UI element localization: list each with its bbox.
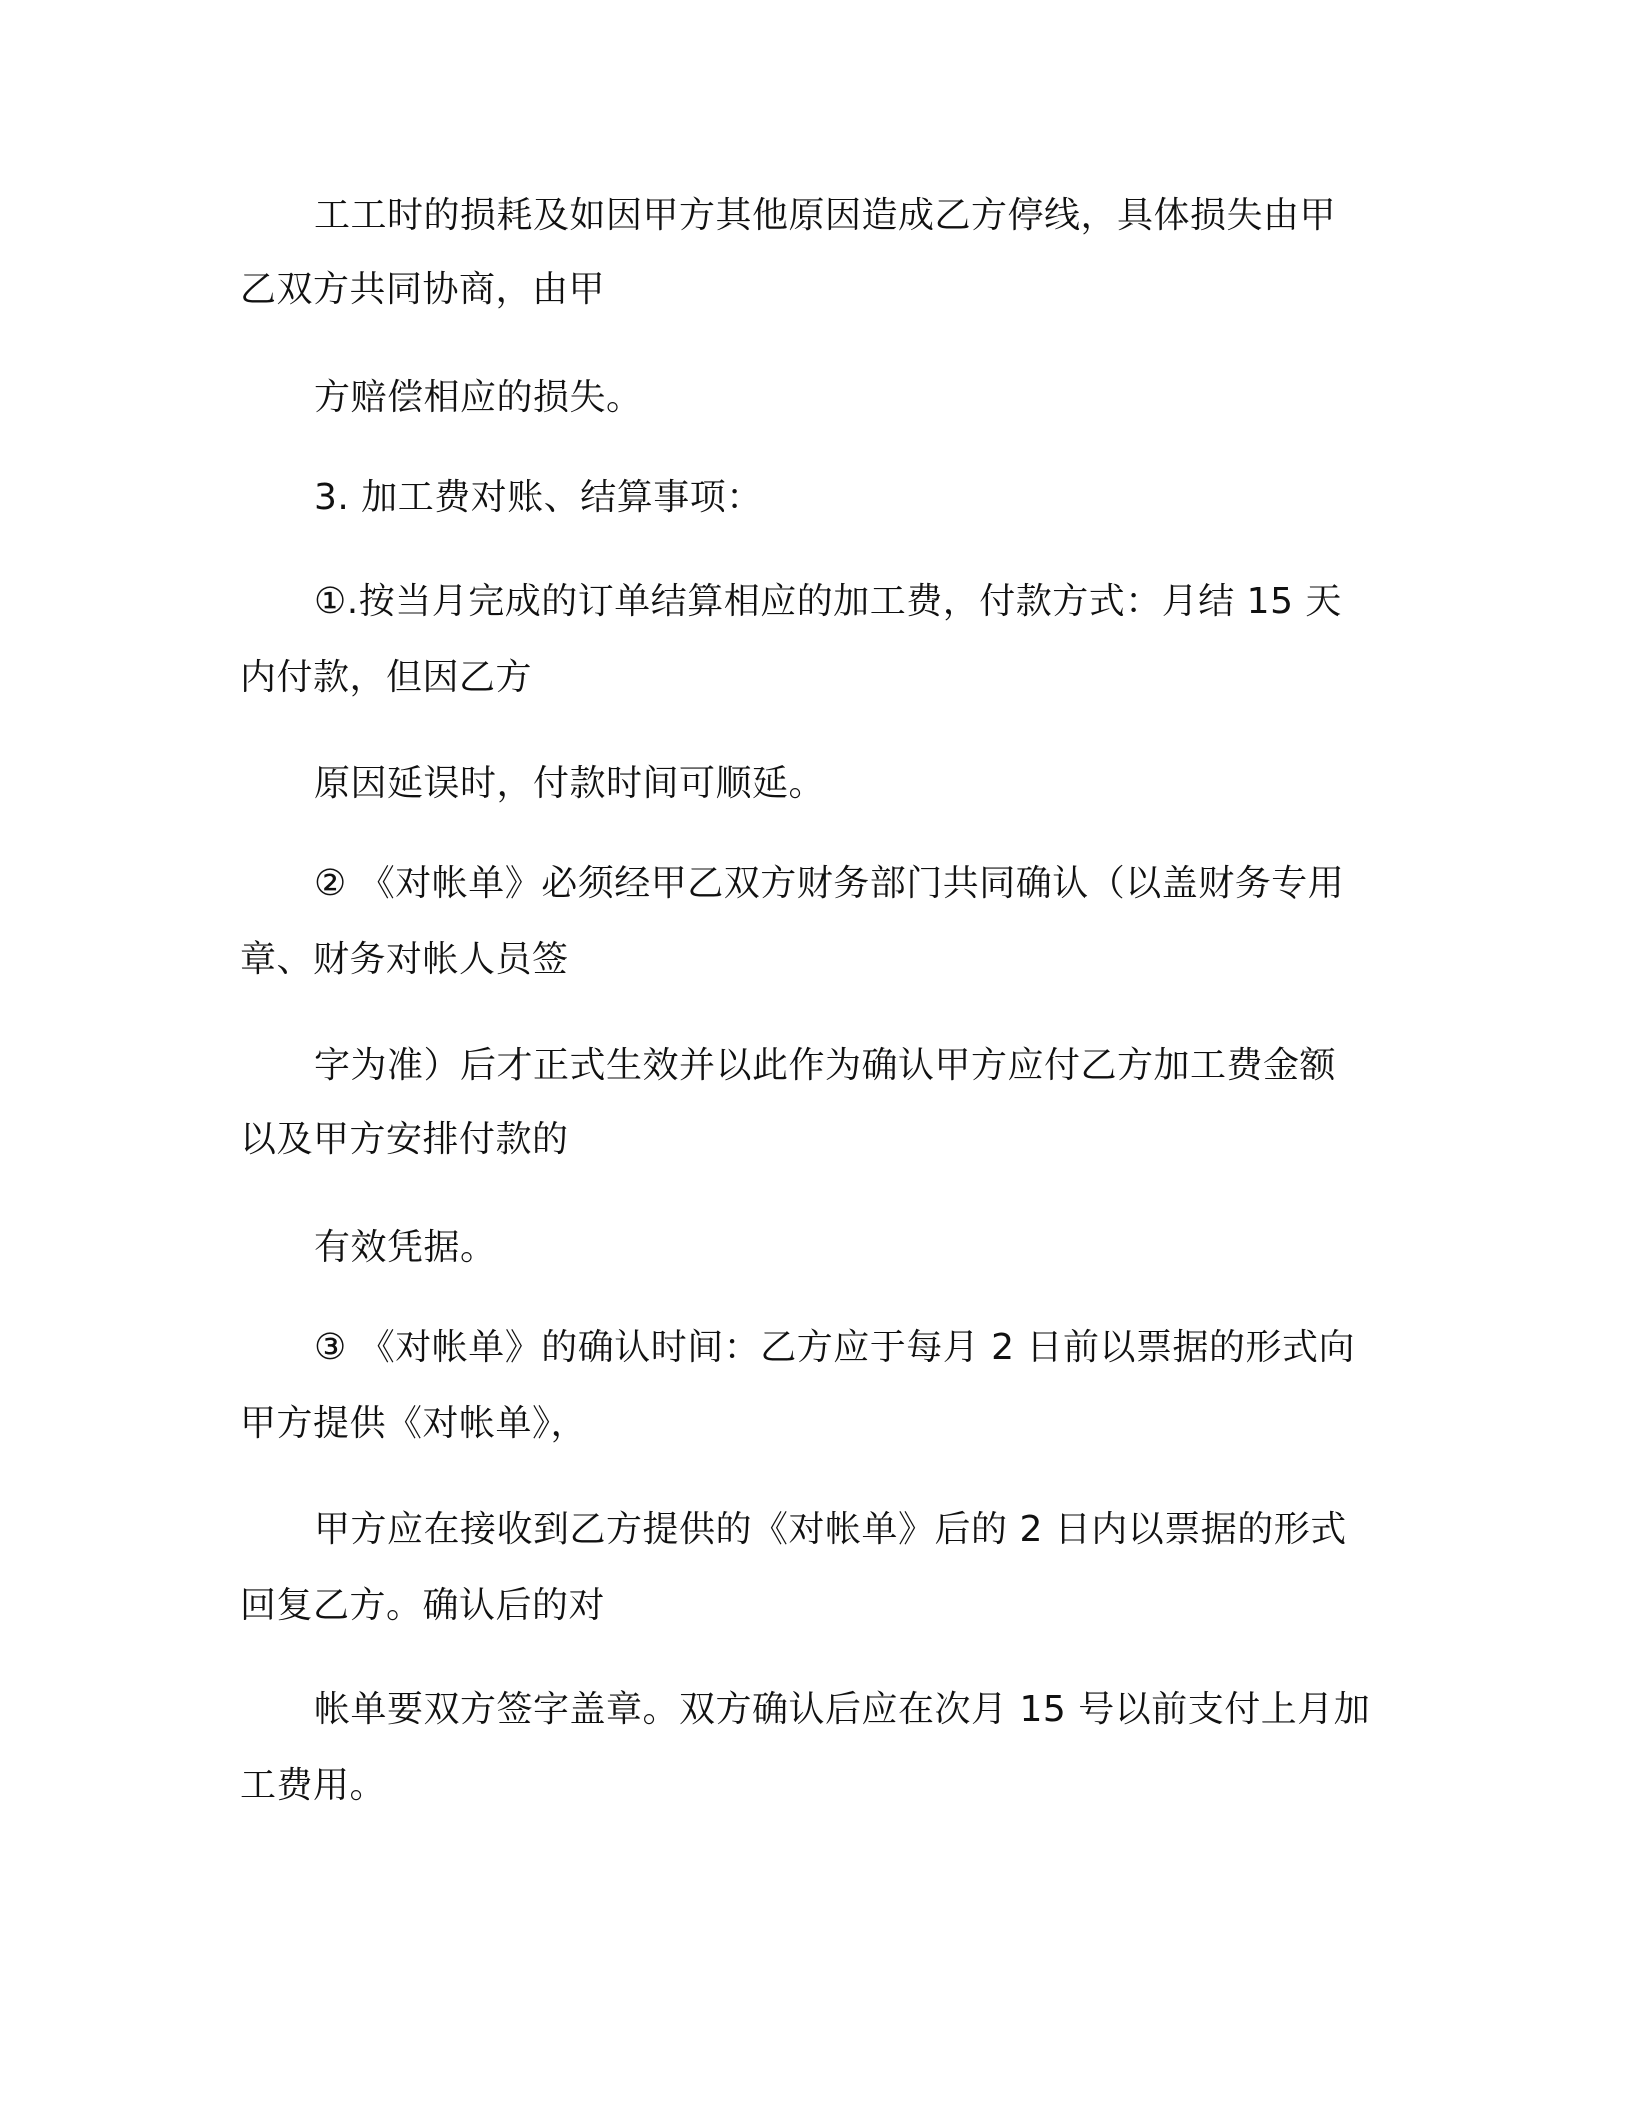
paragraph-4-line-2: 内付款，但因乙方 [240,657,533,698]
section-heading: 3. 加工费对账、结算事项： [314,477,763,518]
paragraph-9-line-2: 甲方提供《对帐单》， [240,1403,588,1444]
paragraph-10-line-1: 甲方应在接收到乙方提供的《对帐单》后的 2 日内以票据的形式 [314,1509,1347,1550]
paragraph-4-line-1: ①.按当月完成的订单结算相应的加工费，付款方式：月结 15 天 [314,581,1342,622]
paragraph-7-line-1: 字为准）后才正式生效并以此作为确认甲方应付乙方加工费金额 [314,1045,1337,1086]
paragraph-10-line-2: 回复乙方。确认后的对 [240,1585,606,1626]
paragraph-5-line-1: 原因延误时，付款时间可顺延。 [314,763,826,804]
paragraph-1-line-2: 乙双方共同协商，由甲 [240,269,606,310]
paragraph-6-line-1: ② 《对帐单》必须经甲乙双方财务部门共同确认（以盖财务专用 [314,863,1345,904]
paragraph-11-line-1: 帐单要双方签字盖章。双方确认后应在次月 15 号以前支付上月加 [314,1689,1371,1730]
paragraph-1-line-1: 工工时的损耗及如因甲方其他原因造成乙方停线，具体损失由甲 [314,195,1337,236]
paragraph-9-line-1: ③ 《对帐单》的确认时间：乙方应于每月 2 日前以票据的形式向 [314,1327,1356,1368]
paragraph-7-line-2: 以及甲方安排付款的 [240,1119,569,1160]
paragraph-2-line-1: 方赔偿相应的损失。 [314,377,643,418]
paragraph-11-line-2: 工费用。 [240,1765,387,1806]
paragraph-6-line-2: 章、财务对帐人员签 [240,939,569,980]
paragraph-8-line-1: 有效凭据。 [314,1227,497,1268]
